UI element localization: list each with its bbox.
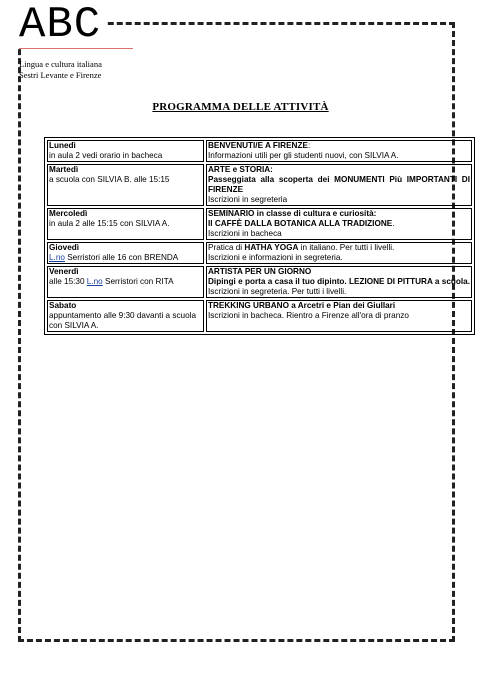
- activity-title: ARTE e STORIA:: [208, 165, 273, 174]
- activity-details: Informazioni utili per gli studenti nuovi, con SILVIA A.: [208, 151, 399, 160]
- activity-title: BENVENUTI/E A FIRENZE: [208, 141, 308, 150]
- day-name: Lunedì: [49, 141, 76, 150]
- activity-cell: [206, 266, 472, 298]
- day-cell: [47, 208, 204, 240]
- page-title: PROGRAMMA DELLE ATTIVITÀ: [152, 101, 329, 113]
- table-row: [47, 242, 472, 264]
- day-location: appuntamento alle 9:30 davanti a scuola con SILVIA A.: [49, 311, 197, 330]
- day-location: in aula 2 vedi orario in bacheca: [49, 151, 163, 160]
- activity-highlight: Passeggiata alla scoperta dei MONUMENTI Più IMPORTANTI DI FIRENZE: [208, 175, 470, 194]
- day-cell: [47, 242, 204, 264]
- table-row: [47, 300, 472, 332]
- day-name: Mercoledì: [49, 209, 88, 218]
- activity-details: Iscrizioni in segreteria. Per tutti i livelli.: [208, 287, 347, 296]
- table-row: [47, 164, 472, 206]
- tagline-line-1: Lingua e cultura italiana: [19, 59, 102, 69]
- activity-schedule-table: [44, 137, 475, 335]
- activity-title: TREKKING URBANO a Arcetri e Pian dei Giullari: [208, 301, 396, 310]
- abc-logo: ABC: [17, 2, 105, 48]
- table-row: [47, 266, 472, 298]
- day-name: Venerdì: [49, 267, 79, 276]
- activity-cell: BENVENUTI/E A FIRENZE: Informazioni utili per gli studenti nuovi, con SILVIA A.: [206, 140, 472, 162]
- day-cell: [47, 140, 204, 162]
- day-cell: [47, 266, 204, 298]
- activity-cell: [206, 300, 472, 332]
- activity-highlight: Il CAFFÈ DALLA BOTANICA ALLA TRADIZIONE: [208, 219, 393, 228]
- lungarno-link[interactable]: L.no: [49, 253, 65, 262]
- lungarno-link[interactable]: L.no: [86, 277, 103, 286]
- tagline-line-2: Sestri Levante e Firenze: [19, 70, 102, 80]
- day-name: Sabato: [49, 301, 77, 310]
- day-name: Giovedì: [49, 243, 80, 252]
- activity-title: ARTISTA PER UN GIORNO: [208, 267, 312, 276]
- activity-highlight: Dipingi e porta a casa il tuo dipinto. LEZIONE DI PITTURA a scuola.: [208, 277, 470, 286]
- activity-cell: [206, 164, 472, 206]
- activity-details: Iscrizioni in bacheca: [208, 229, 282, 238]
- day-cell: [47, 300, 204, 332]
- school-tagline: [19, 59, 102, 81]
- table-row: [47, 140, 472, 162]
- activity-cell: Pratica di HATHA YOGA in italiano. Per tutti i livelli. Iscrizioni e informazioni in segreteria.: [206, 242, 472, 264]
- logo-underline: [19, 48, 133, 49]
- day-name: Martedì: [49, 165, 79, 174]
- activity-details: Iscrizioni in bacheca. Rientro a Firenze all'ora di pranzo: [208, 311, 409, 320]
- day-location: in aula 2 alle 15:15 con SILVIA A.: [49, 219, 170, 228]
- activity-cell: SEMINARIO in classe di cultura e curiosità: Il CAFFÈ DALLA BOTANICA ALLA TRADIZIONE. Iscrizioni in bacheca: [206, 208, 472, 240]
- activity-details: Iscrizioni in segreteria: [208, 195, 288, 204]
- day-location: alle 15:30 L.no Serristori con RITA: [49, 277, 174, 286]
- activity-details: Iscrizioni e informazioni in segreteria.: [208, 253, 343, 262]
- day-location: L.no Serristori alle 16 con BRENDA: [49, 253, 179, 262]
- table-row: [47, 208, 472, 240]
- activity-title: SEMINARIO in classe di cultura e curiosità:: [208, 209, 377, 218]
- day-location: a scuola con SILVIA B. alle 15:15: [49, 175, 170, 184]
- day-cell: [47, 164, 204, 206]
- activity-title: HATHA YOGA: [244, 243, 299, 252]
